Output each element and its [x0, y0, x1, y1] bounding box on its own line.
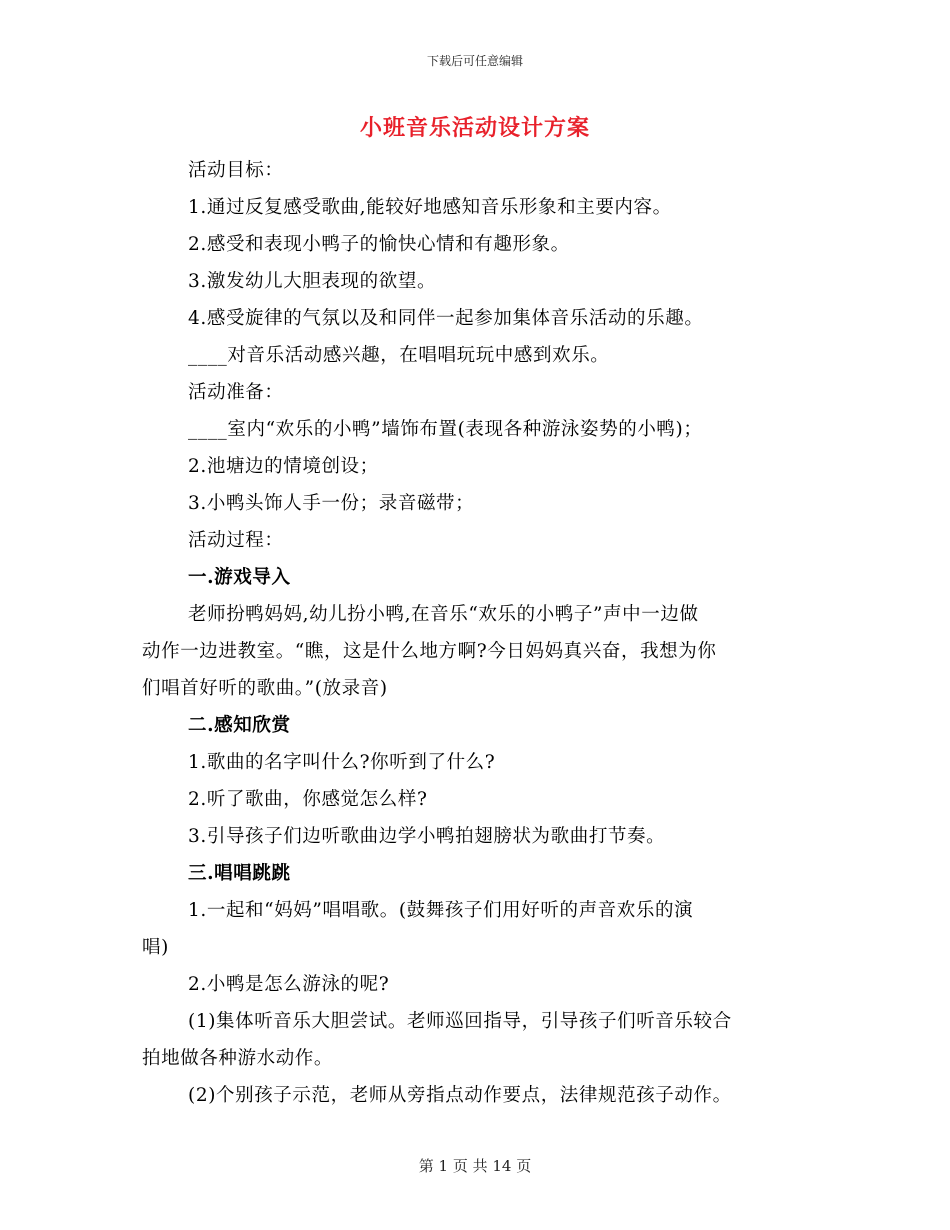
paragraph-line: 3.小鸭头饰人手一份；录音磁带；	[188, 493, 475, 514]
paragraph-line: 拍地做各种游水动作。	[142, 1048, 334, 1069]
document-body	[142, 152, 810, 1114]
section-heading: 一.游戏导入	[188, 567, 291, 588]
paragraph-line: 动作一边进教室。“瞧，这是什么地方啊?今日妈妈真兴奋，我想为你	[142, 641, 717, 662]
section-label-goals: 活动目标：	[188, 160, 284, 181]
section-label-preparation: 活动准备：	[188, 382, 284, 403]
paragraph-line: 唱)	[142, 937, 169, 958]
paragraph-line: 1.一起和“妈妈”唱唱歌。(鼓舞孩子们用好听的声音欢乐的演	[188, 900, 694, 921]
section-heading: 三.唱唱跳跳	[188, 863, 291, 884]
page-number-footer: 第 1 页 共 14 页	[418, 1157, 532, 1175]
section-heading: 二.感知欣赏	[188, 715, 291, 736]
paragraph-line: 1.通过反复感受歌曲,能较好地感知音乐形象和主要内容。	[188, 197, 672, 218]
paragraph-line: 2.池塘边的情境创设；	[188, 456, 379, 477]
paragraph-line: ____室内“欢乐的小鸭”墙饰布置(表现各种游泳姿势的小鸭)；	[188, 419, 703, 440]
paragraph-line: 3.激发幼儿大胆表现的欲望。	[188, 271, 437, 292]
paragraph-line: 2.小鸭是怎么游泳的呢?	[188, 974, 390, 995]
paragraph-line: 们唱首好听的歌曲。”(放录音)	[142, 678, 388, 699]
section-label-process: 活动过程：	[188, 530, 284, 551]
paragraph-line: (1)集体听音乐大胆尝试。老师巡回指导，引导孩子们听音乐较合	[188, 1011, 732, 1032]
paragraph-line: 2.感受和表现小鸭子的愉快心情和有趣形象。	[188, 234, 570, 255]
paragraph-line: (2)个别孩子示范，老师从旁指点动作要点，法律规范孩子动作。	[188, 1085, 732, 1106]
paragraph-line: 2.听了歌曲，你感觉怎么样?	[188, 789, 428, 810]
paragraph-line: 3.引导孩子们边听歌曲边学小鸭拍翅膀状为歌曲打节奏。	[188, 826, 666, 847]
paragraph-line: ____对音乐活动感兴趣，在唱唱玩玩中感到欢乐。	[188, 345, 610, 366]
paragraph-line: 老师扮鸭妈妈,幼儿扮小鸭,在音乐“欢乐的小鸭子”声中一边做	[188, 604, 699, 625]
page-header-note: 下载后可任意编辑	[426, 54, 523, 68]
paragraph-line: 1.歌曲的名字叫什么?你听到了什么?	[188, 752, 496, 773]
paragraph-line: 4.感受旋律的气氛以及和同伴一起参加集体音乐活动的乐趣。	[188, 308, 704, 329]
document-title: 小班音乐活动设计方案	[359, 115, 590, 141]
